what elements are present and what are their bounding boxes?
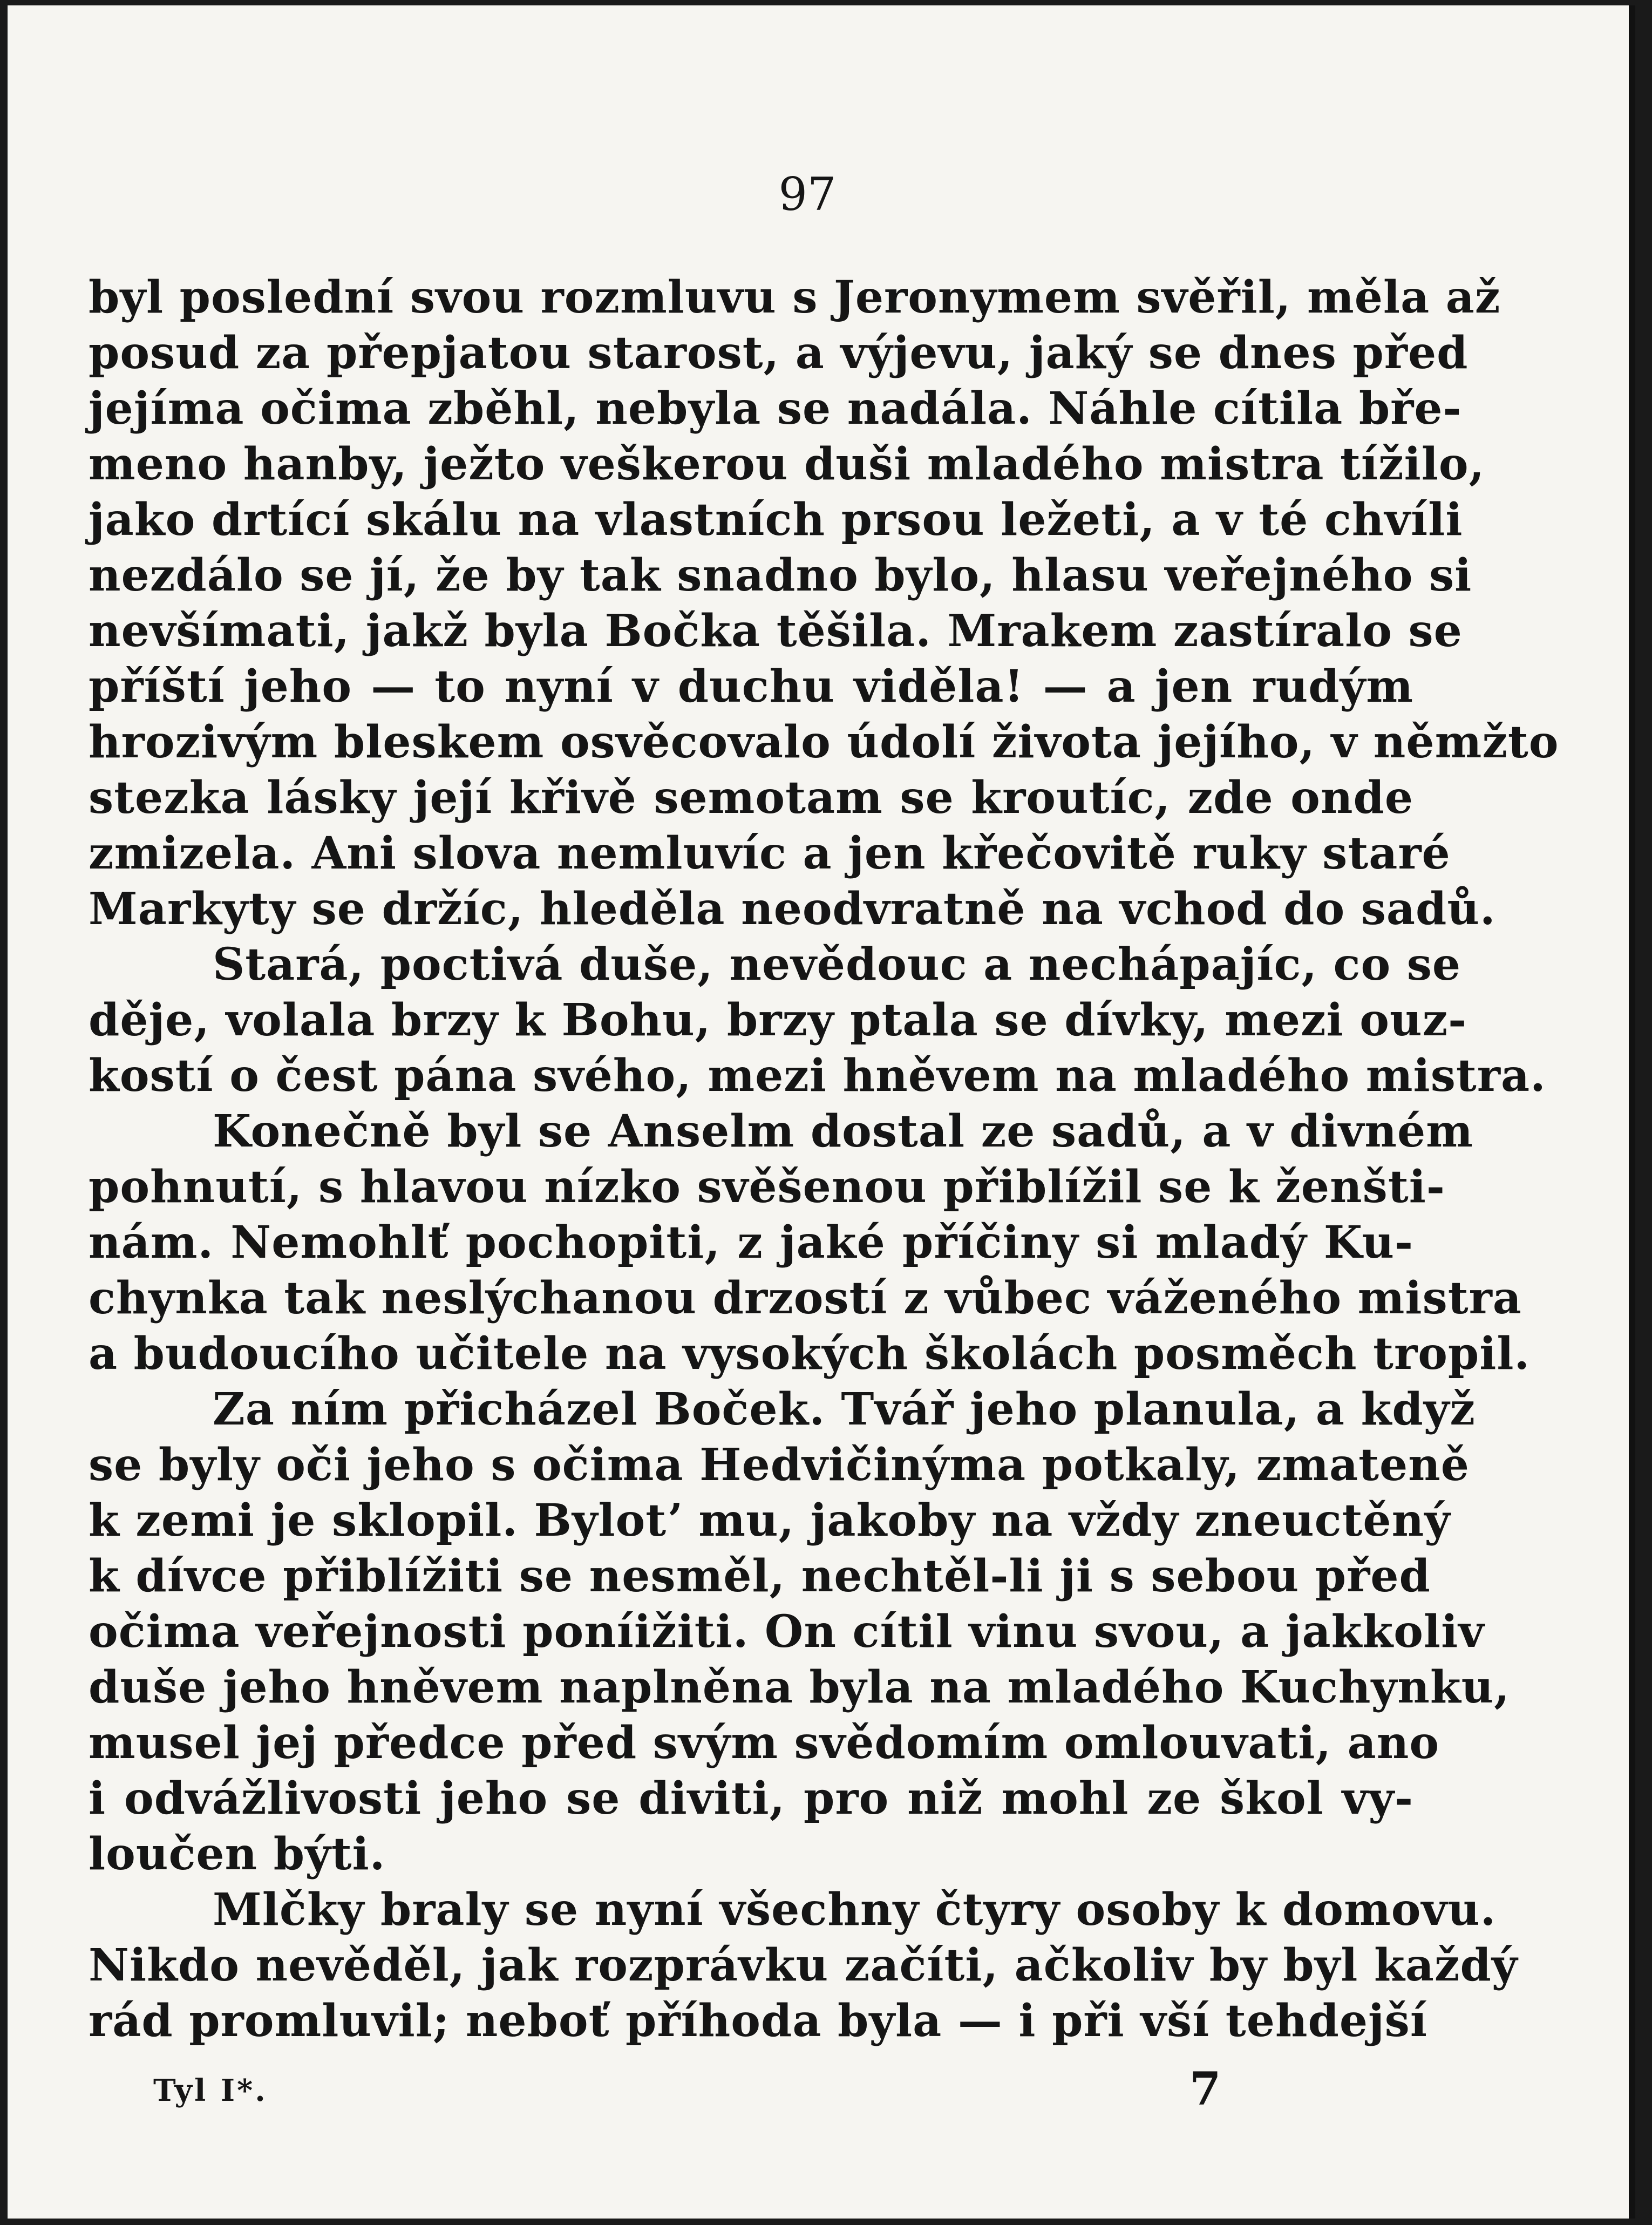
text-line: duše jeho hněvem naplněna byla na mladého Kuchynku, [89,1661,1510,1713]
text-line: i odvážlivosti jeho se diviti, pro niž mohl ze škol vy- [89,1773,1413,1824]
text-line: děje, volala brzy k Bohu, brzy ptala se dívky, mezi ouz- [89,994,1467,1046]
text-line: Stará, poctivá duše, nevědouc a nechápajíc, co se [213,939,1461,991]
sheet-number: 7 [1189,2062,1221,2115]
text-line: se byly oči jeho s očima Hedvičinýma potkaly, zmateně [89,1439,1470,1491]
text-line: k zemi je sklopil. Bylotʼ mu, jakoby na vždy zneuctěný [89,1495,1451,1546]
text-line: k dívce přiblížiti se nesměl, nechtěl-li ji s sebou před [89,1550,1431,1602]
text-line: rád promluvil; neboť příhoda byla — i při vší tehdejší [89,1995,1427,2047]
text-line: a budoucího učitele na vysokých školách posměch tropil. [89,1328,1531,1380]
text-line: stezka lásky její křivě semotam se kroutíc, zde onde [89,772,1413,824]
text-line: loučen býti. [89,1828,386,1880]
text-line: příští jeho — to nyní v duchu viděla! — a jen rudým [89,661,1413,713]
book-page [8,5,1635,2219]
text-line: nám. Nemohlť pochopiti, z jaké příčiny si mladý Ku- [89,1217,1413,1268]
text-line: hrozivým bleskem osvěcovalo údolí života jejího, v němžto [89,716,1559,768]
text-line: očima veřejnosti poníižiti. On cítil vinu svou, a jakkoliv [89,1606,1485,1658]
text-line: Markyty se držíc, hleděla neodvratně na vchod do sadů. [89,883,1496,935]
text-line: meno hanby, ježto veškerou duši mladého mistra tížilo, [89,438,1485,490]
text-line: byl poslední svou rozmluvu s Jeronymem svěřil, měla až [89,272,1501,323]
text-line: zmizela. Ani slova nemluvíc a jen křečovitě ruky staré [89,827,1451,879]
text-line: posud za přepjatou starost, a výjevu, jaký se dnes před [89,327,1469,379]
text-line: kostí o čest pána svého, mezi hněvem na mladého mistra. [89,1050,1546,1102]
text-line: chynka tak neslýchanou drzostí z vůbec váženého mistra [89,1272,1522,1324]
text-line: nezdálo se jí, že by tak snadno bylo, hlasu veřejného si [89,550,1472,601]
text-line: jejíma očima zběhl, nebyla se nadála. Náhle cítila bře- [89,383,1462,435]
body-text [89,270,1559,2049]
text-line: Mlčky braly se nyní všechny čtyry osoby k domovu. [213,1884,1497,1936]
text-line: jako drtící skálu na vlastních prsou ležeti, a v té chvíli [89,494,1463,546]
page-number: 97 [778,168,837,221]
signature-mark: Tyl I*. [153,2073,268,2108]
text-line: Konečně byl se Anselm dostal ze sadů, a v divném [213,1105,1473,1157]
page-footer [89,2062,1413,2127]
text-line: Za ním přicházel Boček. Tvář jeho planula, a když [213,1383,1476,1435]
text-line: nevšímati, jakž byla Bočka těšila. Mrakem zastíralo se [89,605,1463,657]
text-line: Nikdo nevěděl, jak rozprávku začíti, ačkoliv by byl každý [89,1939,1518,1991]
text-line: musel jej předce před svým svědomím omlouvati, ano [89,1717,1440,1769]
text-line: pohnutí, s hlavou nízko svěšenou přiblížil se k ženšti- [89,1161,1445,1213]
